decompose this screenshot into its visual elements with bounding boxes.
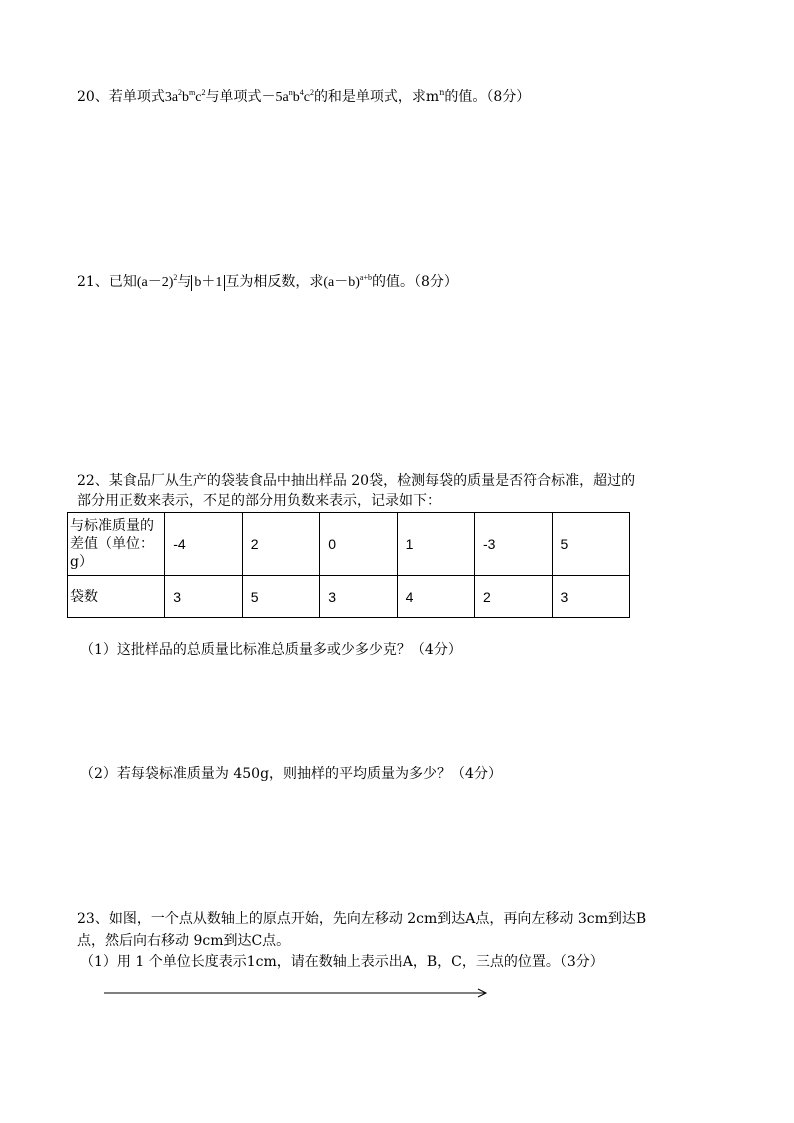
question-23-line-2: 点，然后向右移动 9cm到达C点。 — [77, 933, 291, 949]
table-cell: 2 — [475, 576, 553, 618]
monomial-1: $3a^2b^mc^2$ — [164, 88, 206, 105]
table-row — [68, 513, 630, 576]
q21-mid2: 互为相反数，求 — [225, 274, 324, 290]
question-22-line-1: 22、某食品厂从生产的袋装食品中抽出样品 20袋，检测每袋的质量是否符合标准，超过的 — [77, 473, 636, 489]
table-cell: 5 — [242, 576, 319, 618]
table-cell: 3 — [165, 576, 243, 618]
monomial-2: $-5a^nb^4c^2$ — [261, 88, 314, 105]
q20-exponent: n — [439, 88, 445, 97]
row-header-bags: 袋数 — [68, 576, 165, 618]
q21-mid: 与 — [177, 274, 192, 290]
q20-mid: 与单项式 — [205, 89, 262, 105]
table-row — [68, 576, 630, 618]
q21-absolute-value: b＋1 — [191, 275, 225, 291]
row-header-difference: 与标准质量的差值（单位：g） — [68, 513, 165, 576]
question-22-part-1: （1）这批样品的总质量比标准总质量多或少多少克？（4分） — [80, 642, 462, 658]
question-22-part-2: （2）若每袋标准质量为 450g，则抽样的平均质量为多少？（4分） — [80, 766, 502, 782]
q21-expr-1: $(a-2)^2$ — [136, 273, 178, 290]
table-cell: 0 — [320, 513, 397, 576]
table-cell: 3 — [552, 576, 629, 618]
question-20 — [77, 88, 530, 107]
number-line-arrow — [104, 986, 488, 1000]
data-table — [67, 512, 630, 618]
question-23-line-1: 23、如图，一个点从数轴上的原点开始，先向左移动 2cm到达A点，再向左移动 3cm到达B — [77, 911, 647, 927]
table-cell: 3 — [320, 576, 397, 618]
q20-suffix: 的值。（8分） — [444, 89, 531, 105]
table-cell: 1 — [397, 513, 474, 576]
question-22-line-2: 部分用正数来表示，不足的部分用负数来表示，记录如下： — [77, 493, 441, 509]
q21-expr-2: $(a-b)^{a+b}$ — [323, 273, 372, 290]
table-cell: 5 — [552, 513, 629, 576]
q21-prefix: 21、已知 — [77, 274, 137, 290]
q20-mid2: 的和是单项式，求m — [313, 89, 440, 105]
table-cell: -3 — [475, 513, 553, 576]
table-cell: 4 — [397, 576, 474, 618]
q21-suffix: 的值。（8分） — [371, 274, 458, 290]
question-23-part-1: （1）用 1 个单位长度表示1cm，请在数轴上表示出A，B，C，三点的位置。（3分） — [80, 954, 604, 970]
question-21 — [77, 273, 458, 292]
table-cell: 2 — [242, 513, 319, 576]
table-cell: -4 — [165, 513, 243, 576]
q20-prefix: 20、若单项式 — [77, 89, 165, 105]
